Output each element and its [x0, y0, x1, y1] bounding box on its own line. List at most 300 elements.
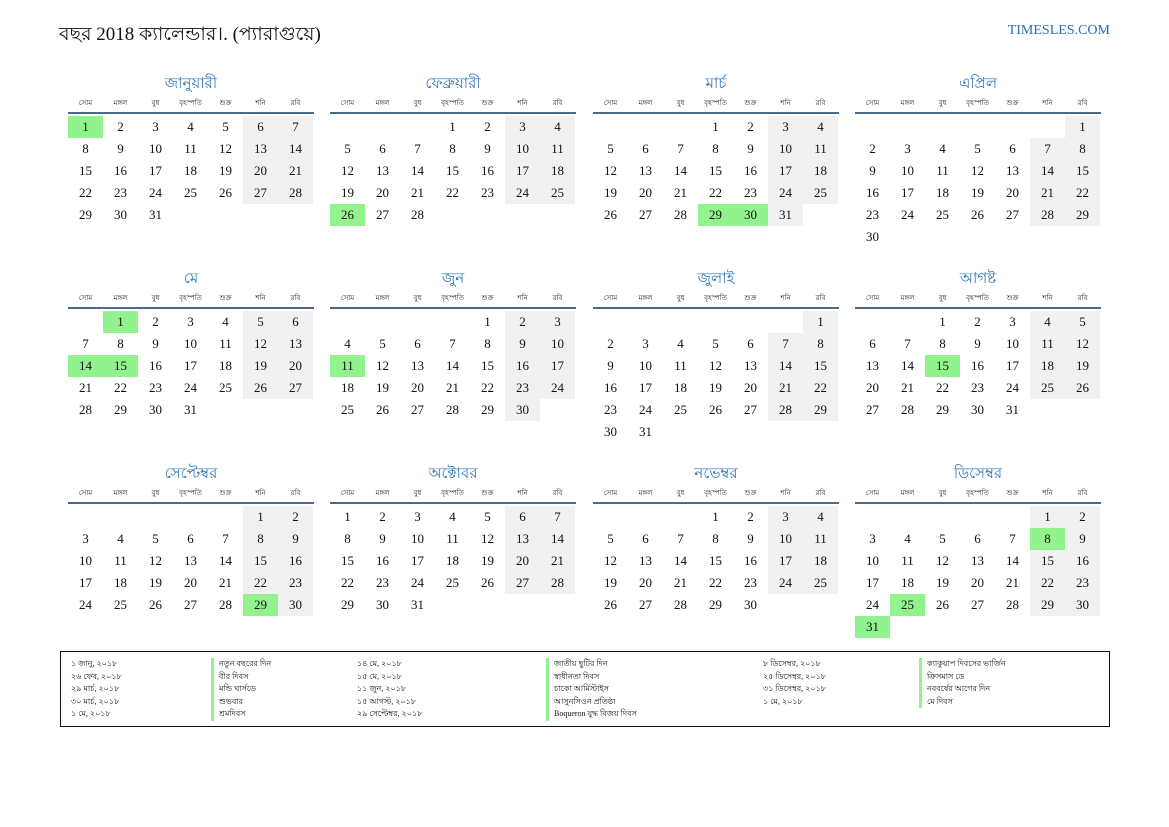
weekday-label: বৃহস্পতি — [966, 99, 989, 107]
holiday-day-cell: 25 — [890, 594, 925, 616]
day-cell: 5 — [152, 531, 159, 546]
day-cell: 10 — [149, 141, 162, 156]
weekday-label: শনি — [1042, 294, 1053, 302]
month-calendar — [68, 462, 314, 616]
day-cell: 16 — [1065, 550, 1100, 572]
day-cell: 14 — [446, 358, 459, 373]
day-cell: 2 — [379, 509, 386, 524]
weekday-label: মঙ্গল — [900, 99, 915, 107]
day-cell: 7 — [278, 116, 313, 138]
empty-cell — [995, 116, 1030, 138]
empty-cell — [68, 506, 103, 528]
weekday-label: বুধ — [938, 99, 947, 107]
day-cell: 4 — [540, 116, 575, 138]
day-cell: 2 — [747, 509, 754, 524]
day-cell: 22 — [79, 185, 92, 200]
day-cell: 28 — [446, 402, 459, 417]
day-cell: 12 — [936, 553, 949, 568]
day-cell: 19 — [1065, 355, 1100, 377]
day-cell: 11 — [219, 336, 232, 351]
empty-cell — [925, 116, 960, 138]
weekday-label: বৃহস্পতি — [704, 489, 727, 497]
weekday-label: শুক্র — [1006, 99, 1019, 107]
day-cell: 4 — [117, 531, 124, 546]
day-cell: 21 — [768, 377, 803, 399]
holiday-date: ১ জানু, ২০১৮ — [71, 659, 118, 668]
day-cell: 4 — [344, 336, 351, 351]
day-cell: 2 — [869, 141, 876, 156]
day-cell: 13 — [243, 138, 278, 160]
day-cell: 28 — [411, 207, 424, 222]
day-cell: 6 — [642, 531, 649, 546]
day-grid — [593, 309, 839, 443]
day-cell: 25 — [674, 402, 687, 417]
day-cell: 27 — [866, 402, 879, 417]
day-cell: 9 — [278, 528, 313, 550]
day-cell: 27 — [639, 207, 652, 222]
day-cell: 5 — [379, 336, 386, 351]
day-cell: 31 — [149, 207, 162, 222]
day-cell: 6 — [243, 116, 278, 138]
month-title: ফেব্রুয়ারী — [425, 76, 481, 92]
weekday-label: শনি — [517, 294, 528, 302]
weekday-label: রবি — [552, 99, 563, 107]
holiday-date: ৩০ মার্চ, ২০১৮ — [71, 696, 120, 706]
weekday-label: শুক্র — [744, 489, 757, 497]
day-cell: 3 — [869, 531, 876, 546]
weekday-label: রবি — [552, 294, 563, 302]
day-cell: 12 — [376, 358, 389, 373]
day-cell: 7 — [677, 141, 684, 156]
weekday-header — [593, 96, 839, 114]
day-cell: 23 — [278, 572, 313, 594]
empty-cell — [925, 506, 960, 528]
day-cell: 16 — [149, 358, 162, 373]
day-cell: 7 — [449, 336, 456, 351]
weekday-label: শনি — [1042, 489, 1053, 497]
empty-cell — [208, 506, 243, 528]
day-cell: 12 — [243, 333, 278, 355]
holiday-name: ক্রিসমাস ডে — [919, 671, 1006, 684]
day-cell: 19 — [341, 185, 354, 200]
day-cell: 25 — [446, 575, 459, 590]
day-cell: 25 — [803, 572, 838, 594]
day-cell: 12 — [481, 531, 494, 546]
day-cell: 4 — [939, 141, 946, 156]
holiday-day-cell: 29 — [243, 594, 278, 616]
weekday-label: বৃহস্পতি — [966, 489, 989, 497]
day-cell: 2 — [1065, 506, 1100, 528]
day-cell: 20 — [744, 380, 757, 395]
weekday-label: রবি — [1077, 99, 1088, 107]
legend-date-column — [71, 658, 122, 721]
day-cell: 25 — [540, 182, 575, 204]
month-calendar — [330, 462, 576, 616]
day-cell: 18 — [901, 575, 914, 590]
weekday-header — [68, 291, 314, 309]
month-calendar — [68, 72, 314, 226]
empty-cell — [330, 311, 365, 333]
day-cell: 16 — [114, 163, 127, 178]
day-cell: 2 — [117, 119, 124, 134]
day-cell: 19 — [219, 163, 232, 178]
day-cell: 9 — [117, 141, 124, 156]
day-cell: 29 — [1065, 204, 1100, 226]
weekday-label: শনি — [1042, 99, 1053, 107]
day-grid — [68, 504, 314, 616]
day-cell: 6 — [642, 141, 649, 156]
month-title: নভেম্বর — [694, 466, 738, 482]
day-cell: 19 — [604, 185, 617, 200]
day-cell: 30 — [604, 424, 617, 439]
weekday-label: রবি — [290, 489, 301, 497]
day-cell: 18 — [936, 185, 949, 200]
empty-cell — [768, 311, 803, 333]
empty-cell — [593, 116, 628, 138]
day-cell: 5 — [974, 141, 981, 156]
weekday-label: মঙ্গল — [900, 489, 915, 497]
day-cell: 13 — [505, 528, 540, 550]
day-cell: 27 — [639, 597, 652, 612]
day-cell: 27 — [184, 597, 197, 612]
weekday-label: শনি — [780, 99, 791, 107]
day-cell: 27 — [243, 182, 278, 204]
day-cell: 10 — [505, 138, 540, 160]
day-cell: 12 — [971, 163, 984, 178]
day-cell: 28 — [1030, 204, 1065, 226]
day-cell: 2 — [747, 119, 754, 134]
day-cell: 8 — [712, 531, 719, 546]
weekday-label: সোম — [603, 489, 618, 497]
day-cell: 6 — [974, 531, 981, 546]
weekday-label: বুধ — [676, 489, 685, 497]
empty-cell — [173, 506, 208, 528]
day-cell: 7 — [1030, 138, 1065, 160]
day-cell: 26 — [243, 377, 278, 399]
day-cell: 9 — [607, 358, 614, 373]
empty-cell — [663, 311, 698, 333]
day-cell: 30 — [971, 402, 984, 417]
weekday-label: সোম — [865, 489, 880, 497]
day-cell: 25 — [341, 402, 354, 417]
day-cell: 24 — [184, 380, 197, 395]
month-title: মার্চ — [705, 76, 727, 92]
day-cell: 9 — [379, 531, 386, 546]
day-cell: 22 — [1030, 572, 1065, 594]
day-cell: 17 — [505, 160, 540, 182]
weekday-label: শুক্র — [481, 294, 494, 302]
day-cell: 30 — [866, 229, 879, 244]
empty-cell — [960, 506, 995, 528]
empty-cell — [855, 506, 890, 528]
day-cell: 3 — [414, 509, 421, 524]
day-cell: 18 — [803, 550, 838, 572]
legend-date-column — [763, 658, 826, 708]
day-cell: 9 — [1065, 528, 1100, 550]
day-cell: 13 — [1006, 163, 1019, 178]
day-cell: 14 — [219, 553, 232, 568]
day-cell: 20 — [184, 575, 197, 590]
day-cell: 28 — [674, 207, 687, 222]
day-cell: 23 — [1065, 572, 1100, 594]
site-link[interactable]: TIMESLES.COM — [1007, 23, 1110, 38]
day-cell: 5 — [939, 531, 946, 546]
day-cell: 9 — [869, 163, 876, 178]
day-cell: 18 — [184, 163, 197, 178]
day-cell: 10 — [866, 553, 879, 568]
day-cell: 13 — [639, 163, 652, 178]
empty-cell — [365, 311, 400, 333]
holiday-legend — [60, 651, 1110, 727]
month-title: জানুয়ারী — [164, 76, 218, 92]
month-title: এপ্রিল — [958, 76, 998, 92]
day-cell: 10 — [768, 138, 803, 160]
holiday-name: Boqueron যুদ্ধ বিজয় দিবস — [546, 708, 637, 721]
day-cell: 15 — [709, 163, 722, 178]
empty-cell — [138, 506, 173, 528]
day-cell: 11 — [1030, 333, 1065, 355]
holiday-day-cell: 26 — [330, 204, 365, 226]
day-cell: 26 — [149, 597, 162, 612]
holiday-date: ১৫ মে, ২০১৮ — [357, 671, 402, 681]
day-cell: 23 — [744, 185, 757, 200]
empty-cell — [628, 116, 663, 138]
day-cell: 24 — [639, 402, 652, 417]
day-cell: 16 — [744, 163, 757, 178]
day-cell: 10 — [540, 333, 575, 355]
empty-cell — [103, 506, 138, 528]
day-cell: 31 — [639, 424, 652, 439]
day-cell: 28 — [79, 402, 92, 417]
day-cell: 13 — [639, 553, 652, 568]
day-cell: 10 — [79, 553, 92, 568]
weekday-label: রবি — [815, 99, 826, 107]
day-cell: 21 — [79, 380, 92, 395]
day-cell: 6 — [1009, 141, 1016, 156]
day-cell: 6 — [187, 531, 194, 546]
day-cell: 29 — [341, 597, 354, 612]
day-cell: 23 — [376, 575, 389, 590]
day-cell: 23 — [604, 402, 617, 417]
day-grid — [855, 504, 1101, 638]
day-grid — [330, 114, 576, 226]
day-cell: 23 — [149, 380, 162, 395]
day-grid — [330, 309, 576, 421]
day-cell: 27 — [971, 597, 984, 612]
empty-cell — [1030, 116, 1065, 138]
day-cell: 6 — [869, 336, 876, 351]
holiday-date: ১ মে, ২০১৮ — [763, 696, 803, 706]
day-cell: 19 — [376, 380, 389, 395]
day-cell: 15 — [709, 553, 722, 568]
weekday-label: শনি — [517, 99, 528, 107]
day-cell: 10 — [901, 163, 914, 178]
day-cell: 8 — [449, 141, 456, 156]
day-cell: 19 — [481, 553, 494, 568]
day-cell: 3 — [904, 141, 911, 156]
month-calendar — [855, 267, 1101, 421]
day-cell: 27 — [1006, 207, 1019, 222]
day-cell: 30 — [114, 207, 127, 222]
day-cell: 15 — [803, 355, 838, 377]
day-cell: 27 — [376, 207, 389, 222]
weekday-label: সোম — [78, 294, 93, 302]
weekday-label: শুক্র — [219, 99, 232, 107]
day-cell: 14 — [411, 163, 424, 178]
day-cell: 22 — [243, 572, 278, 594]
month-calendar — [855, 72, 1101, 248]
day-cell: 18 — [341, 380, 354, 395]
day-cell: 25 — [1030, 377, 1065, 399]
day-cell: 12 — [604, 163, 617, 178]
day-grid — [68, 309, 314, 421]
day-cell: 14 — [901, 358, 914, 373]
weekday-label: মঙ্গল — [375, 294, 390, 302]
weekday-label: মঙ্গল — [113, 294, 128, 302]
day-cell: 11 — [114, 553, 127, 568]
day-cell: 24 — [901, 207, 914, 222]
day-cell: 18 — [803, 160, 838, 182]
weekday-label: শনি — [255, 99, 266, 107]
empty-cell — [593, 506, 628, 528]
weekday-header — [330, 486, 576, 504]
day-grid — [330, 504, 576, 616]
day-cell: 18 — [540, 160, 575, 182]
empty-cell — [400, 116, 435, 138]
day-cell: 29 — [481, 402, 494, 417]
holiday-date: ১ মে, ২০১৮ — [71, 709, 111, 718]
day-cell: 24 — [540, 377, 575, 399]
day-cell: 21 — [219, 575, 232, 590]
day-cell: 15 — [1065, 160, 1100, 182]
weekday-label: মঙ্গল — [638, 489, 653, 497]
day-cell: 28 — [1006, 597, 1019, 612]
day-cell: 7 — [677, 531, 684, 546]
day-cell: 19 — [243, 355, 278, 377]
day-cell: 4 — [904, 531, 911, 546]
day-cell: 5 — [222, 119, 229, 134]
day-cell: 30 — [1065, 594, 1100, 616]
day-cell: 20 — [639, 575, 652, 590]
empty-cell — [855, 116, 890, 138]
day-cell: 28 — [219, 597, 232, 612]
weekday-label: বৃহস্পতি — [441, 294, 464, 302]
day-cell: 16 — [866, 185, 879, 200]
day-cell: 12 — [709, 358, 722, 373]
day-cell: 17 — [79, 575, 92, 590]
day-cell: 4 — [449, 509, 456, 524]
day-cell: 1 — [939, 314, 946, 329]
empty-cell — [628, 311, 663, 333]
weekday-label: শুক্র — [219, 489, 232, 497]
empty-cell — [960, 116, 995, 138]
weekday-label: সোম — [340, 489, 355, 497]
day-cell: 7 — [1009, 531, 1016, 546]
day-cell: 2 — [505, 311, 540, 333]
empty-cell — [435, 311, 470, 333]
weekday-label: মঙ্গল — [375, 99, 390, 107]
holiday-date: ২৫ ডিসেম্বর, ২০১৮ — [763, 671, 826, 681]
day-cell: 6 — [379, 141, 386, 156]
empty-cell — [995, 506, 1030, 528]
day-cell: 31 — [184, 402, 197, 417]
holiday-day-cell: 14 — [68, 355, 103, 377]
day-cell: 8 — [1065, 138, 1100, 160]
day-cell: 8 — [117, 336, 124, 351]
day-cell: 6 — [747, 336, 754, 351]
empty-cell — [593, 311, 628, 333]
empty-cell — [663, 506, 698, 528]
day-cell: 6 — [414, 336, 421, 351]
legend-date-column — [357, 658, 422, 721]
day-cell: 3 — [82, 531, 89, 546]
day-cell: 8 — [344, 531, 351, 546]
month-calendar — [593, 72, 839, 226]
day-cell: 23 — [114, 185, 127, 200]
holiday-name: ক্যাকুয়াপ দিবসের ভার্জিন — [919, 658, 1006, 671]
weekday-label: সোম — [340, 99, 355, 107]
day-cell: 22 — [1065, 182, 1100, 204]
day-grid — [593, 504, 839, 616]
day-cell: 15 — [341, 553, 354, 568]
weekday-label: মঙ্গল — [113, 489, 128, 497]
weekday-header — [593, 291, 839, 309]
day-cell: 11 — [803, 138, 838, 160]
day-cell: 21 — [901, 380, 914, 395]
day-cell: 31 — [768, 204, 803, 226]
weekday-label: রবি — [290, 99, 301, 107]
month-title: ডিসেম্বর — [953, 466, 1003, 482]
day-cell: 11 — [446, 531, 459, 546]
day-cell: 27 — [744, 402, 757, 417]
day-grid — [855, 309, 1101, 421]
day-cell: 17 — [768, 160, 803, 182]
day-cell: 20 — [278, 355, 313, 377]
day-cell: 5 — [484, 509, 491, 524]
weekday-label: বুধ — [413, 294, 422, 302]
day-cell: 26 — [604, 597, 617, 612]
weekday-label: রবি — [290, 294, 301, 302]
day-cell: 24 — [505, 182, 540, 204]
day-cell: 21 — [446, 380, 459, 395]
weekday-label: শনি — [780, 489, 791, 497]
day-cell: 11 — [901, 553, 914, 568]
day-cell: 14 — [768, 355, 803, 377]
holiday-date: ৮ ডিসেম্বর, ২০১৮ — [763, 659, 821, 668]
weekday-label: শুক্র — [219, 294, 232, 302]
holiday-day-cell: 8 — [1030, 528, 1065, 550]
day-cell: 2 — [152, 314, 159, 329]
month-calendar — [855, 462, 1101, 638]
day-cell: 6 — [278, 311, 313, 333]
holiday-day-cell: 11 — [330, 355, 365, 377]
day-cell: 21 — [278, 160, 313, 182]
empty-cell — [698, 311, 733, 333]
day-cell: 12 — [149, 553, 162, 568]
day-cell: 13 — [278, 333, 313, 355]
day-cell: 25 — [184, 185, 197, 200]
legend-name-column — [546, 658, 637, 721]
day-cell: 8 — [484, 336, 491, 351]
month-calendar — [593, 462, 839, 616]
legend-name-column — [211, 658, 271, 721]
weekday-label: রবি — [1077, 294, 1088, 302]
day-cell: 5 — [607, 141, 614, 156]
day-cell: 11 — [184, 141, 197, 156]
day-cell: 2 — [278, 506, 313, 528]
day-cell: 11 — [803, 528, 838, 550]
month-title: আগষ্ট — [959, 271, 997, 287]
